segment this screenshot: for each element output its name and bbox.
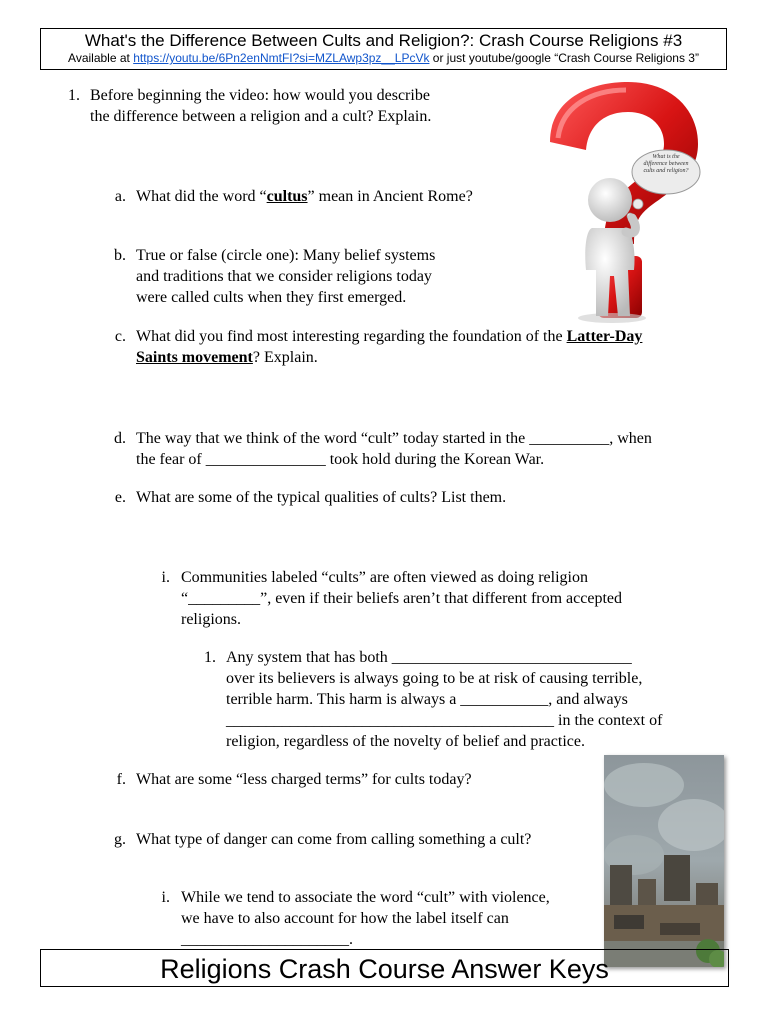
question-text: While we tend to associate the word “cult” with violence, <box>181 889 550 906</box>
question-letter: a. <box>114 188 126 205</box>
question-text <box>136 347 318 368</box>
question-text: What type of danger can come from calling something a cult? <box>136 831 532 848</box>
thought-bubble-text: What is the difference between cults and religion? <box>643 154 689 174</box>
question-letter: d. <box>114 430 126 447</box>
question-text: _____________________. <box>181 931 353 948</box>
question-text-part: ” mean in Ancient Rome? <box>307 188 473 205</box>
question-text: and traditions that we consider religions today <box>136 268 432 285</box>
question-text: over its believers is always going to be at risk of causing terrible, <box>226 670 643 687</box>
worksheet-title: What's the Difference Between Cults and Religion?: Crash Course Religions #3 <box>84 31 683 50</box>
smoking-ruins-image-icon <box>604 755 724 967</box>
question-text: What are some of the typical qualities of cults? List them. <box>136 489 507 506</box>
question-text <box>136 186 473 207</box>
question-text-part: What did the word “ <box>136 188 267 205</box>
question-letter: f. <box>116 771 126 788</box>
question-text-part: What did you find most interesting regarding the foundation of the <box>136 328 567 345</box>
question-letter: b. <box>114 247 126 264</box>
question-text: we have to also account for how the label itself can <box>181 910 509 927</box>
key-term-latter-day: Latter-Day <box>566 328 643 345</box>
question-letter: e. <box>114 489 126 506</box>
question-roman-numeral: i. <box>161 889 170 906</box>
question-text: were called cults when they first emerged. <box>136 289 407 306</box>
ruins-photo <box>604 755 724 967</box>
question-text: the fear of _______________ took hold during the Korean War. <box>136 451 545 468</box>
question-text: _________________________________________ in the context of <box>226 712 663 729</box>
question-text: the difference between a religion and a cult? Explain. <box>90 108 432 125</box>
key-term-saints-movement: Saints movement <box>136 349 253 366</box>
question-text: The way that we think of the word “cult” today started in the __________, when <box>136 430 652 447</box>
question-text <box>136 326 642 347</box>
question-text: religions. <box>181 611 241 628</box>
question-text: Before beginning the video: how would you describe <box>90 87 430 104</box>
footer-text: Religions Crash Course Answer Keys <box>160 954 609 984</box>
video-link[interactable]: https://youtu.be/6Pn2enNmtFI?si=MZLAwp3pz__LPcVk <box>133 51 430 65</box>
worksheet-header <box>40 28 727 70</box>
question-text: religion, regardless of the novelty of belief and practice. <box>226 733 585 750</box>
question-letter: c. <box>114 328 126 345</box>
key-term-cultus: cultus <box>266 188 308 205</box>
question-mark-clipart <box>540 80 710 330</box>
question-number: 1. <box>68 87 80 104</box>
available-suffix: or just youtube/google “Crash Course Religions 3” <box>429 51 699 65</box>
question-letter: g. <box>114 831 126 848</box>
question-text: “_________”, even if their beliefs aren’t that different from accepted <box>181 590 622 607</box>
question-text: terrible harm. This harm is always a ___________, and always <box>226 691 628 708</box>
question-number: 1. <box>204 649 216 666</box>
question-text: What are some “less charged terms” for cults today? <box>136 771 472 788</box>
question-mark-figure-icon <box>540 80 710 330</box>
question-text: True or false (circle one): Many belief systems <box>136 247 436 264</box>
availability-line <box>41 51 726 66</box>
available-prefix: Available at <box>68 51 134 65</box>
footer-banner <box>40 949 729 987</box>
question-text-part: ? Explain. <box>252 349 318 366</box>
question-text: Any system that has both ______________________________ <box>226 649 632 666</box>
question-text: Communities labeled “cults” are often viewed as doing religion <box>181 569 588 586</box>
question-roman-numeral: i. <box>161 569 170 586</box>
